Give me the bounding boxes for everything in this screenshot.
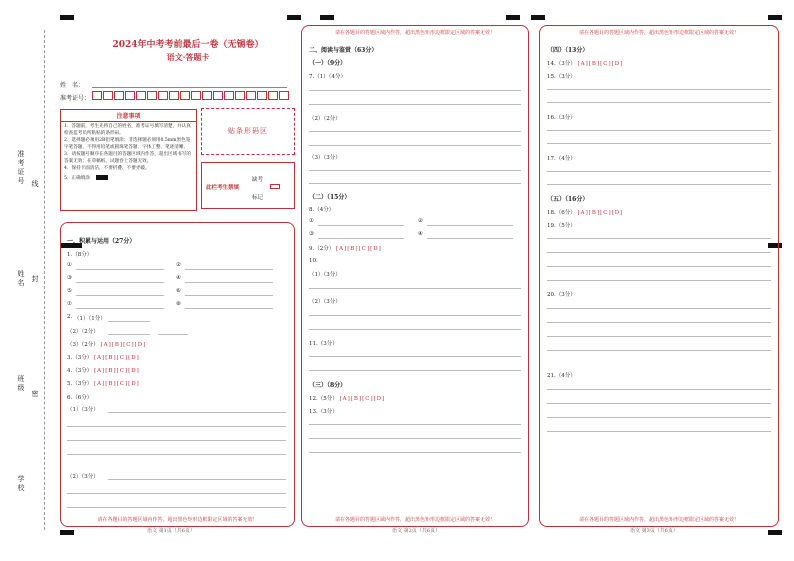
answer-line[interactable] <box>309 438 521 439</box>
absent-label: 此栏考生禁填 <box>206 185 240 191</box>
question-label: 1.（8分） <box>67 252 93 258</box>
answer-line[interactable] <box>547 389 771 390</box>
side-label-xx: 学校 <box>17 475 25 493</box>
answer-line[interactable] <box>547 322 771 323</box>
answer-line[interactable] <box>76 308 164 309</box>
answer-line[interactable] <box>547 130 771 131</box>
timing-mark <box>506 15 520 20</box>
answer-line[interactable] <box>547 171 771 172</box>
answer-line[interactable] <box>309 329 521 330</box>
question-label: 16.（3分） <box>547 115 576 121</box>
question-label: 2. <box>67 314 73 320</box>
notice-box <box>60 109 197 211</box>
id-number-boxes[interactable] <box>92 91 290 102</box>
answer-line[interactable] <box>309 170 521 171</box>
binding-line <box>44 30 45 530</box>
answer-notice: 请在各题目的答题区域内作答，超出黑色矩形边框限定区域的答案无效！ <box>334 517 495 523</box>
choice-options[interactable]: [A][B][C][D] <box>100 342 147 348</box>
part-title: （二）（15分） <box>309 194 351 201</box>
choice-options[interactable]: [A][B][C][D] <box>94 368 140 374</box>
question-label: （2）（3分） <box>309 299 341 305</box>
answer-line[interactable] <box>309 145 521 146</box>
notice-title: 注意事项 <box>61 110 196 122</box>
answer-line[interactable] <box>158 334 188 335</box>
part-title: （三）（8分） <box>309 382 347 389</box>
fill-sample-icon <box>96 175 108 180</box>
answer-line[interactable] <box>76 282 164 283</box>
answer-line[interactable] <box>547 308 771 309</box>
blank-label: ⑦ <box>67 301 72 307</box>
part-title: （五）（16分） <box>547 196 589 203</box>
answer-line[interactable] <box>547 266 771 267</box>
side-label-zkzh: 准考证号 <box>17 150 25 186</box>
answer-line[interactable] <box>309 183 521 184</box>
page-title: 2024年中考考前最后一卷（无锡卷） <box>112 40 264 50</box>
question-label: （1）（3分） <box>309 272 341 278</box>
question-label: （2）（2分） <box>67 329 99 335</box>
answer-line[interactable] <box>547 89 771 90</box>
question-label: 7.（1）（4分） <box>309 74 346 80</box>
section-title: 一、积累与运用（27分） <box>67 238 136 245</box>
notice-item: 3．请按题号顺序在各题目的答题区域内作答，超出区域书写的答案无效；在草稿纸、试题卷上答题无效。 <box>64 152 191 164</box>
timing-mark <box>531 15 545 20</box>
choice-options[interactable]: [A][B][C][D] <box>94 355 140 361</box>
part-title: （四）（13分） <box>547 47 589 54</box>
question-label: （3）（2分） [A][B][C][D] <box>67 342 147 348</box>
answer-line[interactable] <box>76 269 164 270</box>
question-label: 18.（6分） [A][B][C][D] <box>547 210 624 216</box>
answer-line[interactable] <box>108 321 150 322</box>
answer-line[interactable] <box>67 493 286 494</box>
answer-line[interactable] <box>309 315 521 316</box>
question-label: 20.（3分） <box>547 292 576 298</box>
answer-line[interactable] <box>67 426 286 427</box>
question-label: 14.（3分） [A][B][C][D] <box>547 61 624 67</box>
question-label: 15.（3分） <box>547 74 576 80</box>
notice-item: 5．正确填涂 <box>64 175 90 181</box>
question-label: 17.（4分） <box>547 156 576 162</box>
answer-line[interactable] <box>108 334 150 335</box>
page-footer: 语文 第3页（共6页） <box>630 528 678 534</box>
question-label: （3）（3分） <box>309 155 341 161</box>
answer-line[interactable] <box>185 295 273 296</box>
answer-line[interactable] <box>547 238 771 239</box>
answer-line[interactable] <box>427 225 513 226</box>
page-footer: 语文 第1页（共6页） <box>147 528 195 534</box>
answer-notice: 请在各题目的答题区域内作答，超出黑色矩形边框限定区域的答案无效！ <box>578 517 739 523</box>
choice-options[interactable]: [A][B][C][D] <box>336 246 382 252</box>
question-label: 6.（6分） <box>67 395 93 401</box>
question-label: 21.（4分） <box>547 373 576 379</box>
answer-line[interactable] <box>547 431 771 432</box>
answer-notice: 请在各题目的答题区域内作答，超出黑色矩形边框限定区域的答案无效！ <box>578 30 739 36</box>
question-label: 8.（4分） <box>309 207 335 213</box>
blank-label: ④ <box>176 275 181 281</box>
blank-label: ⑤ <box>67 288 72 294</box>
blank-label: ④ <box>418 231 423 237</box>
barcode-area <box>201 108 295 155</box>
answer-line[interactable] <box>547 417 771 418</box>
side-label-bj: 班级 <box>17 375 25 393</box>
blank-label: ③ <box>67 275 72 281</box>
page-subtitle: 语文·答题卡 <box>166 52 210 62</box>
answer-line[interactable] <box>547 350 771 351</box>
answer-line[interactable] <box>547 252 771 253</box>
answer-line[interactable] <box>309 288 521 289</box>
answer-line[interactable] <box>309 90 521 91</box>
answer-line[interactable] <box>185 308 273 309</box>
question-label: 10. <box>309 258 318 264</box>
id-label: 准考证号： <box>60 95 91 102</box>
answer-panel-3 <box>539 25 779 527</box>
answer-line[interactable] <box>547 184 771 185</box>
blank-label: ② <box>176 262 181 268</box>
blank-label: ⑥ <box>176 288 181 294</box>
answer-line[interactable] <box>108 479 286 480</box>
answer-line[interactable] <box>309 370 521 371</box>
answer-line[interactable] <box>547 280 771 281</box>
answer-line[interactable] <box>67 454 286 455</box>
choice-options[interactable]: [A][B][C][D] <box>339 396 386 402</box>
timing-mark <box>287 15 301 20</box>
barcode-label: 贴条形码区 <box>228 127 268 135</box>
answer-line[interactable] <box>309 131 521 132</box>
answer-line[interactable] <box>547 102 771 103</box>
question-label: 13.（3分） <box>309 409 338 415</box>
absent-mark-text: 标记 <box>252 195 264 201</box>
notice-item: 1．答题前，考生先将自己的姓名，准考证号填写清楚，并认真检查监考员所粘贴的条形码。 <box>64 124 191 136</box>
choice-options[interactable]: [A][B][C][D] <box>577 210 624 216</box>
question-label: 9.（2分） [A][B][C][D] <box>309 246 382 252</box>
answer-line[interactable] <box>427 238 513 239</box>
choice-options[interactable]: [A][B][C][D] <box>94 381 140 387</box>
question-label: 4.（3分） [A][B][C][D] <box>67 368 140 374</box>
question-label: （2）（3分） <box>67 474 99 480</box>
question-label: 11.（3分） <box>309 341 338 347</box>
answer-line[interactable] <box>185 269 273 270</box>
answer-line[interactable] <box>67 507 286 508</box>
answer-line[interactable] <box>309 104 521 105</box>
blank-label: ⑧ <box>176 301 181 307</box>
answer-line[interactable] <box>309 452 521 453</box>
question-label: 3.（3分） [A][B][C][D] <box>67 355 140 361</box>
answer-line[interactable] <box>76 295 164 296</box>
name-label: 姓 名： <box>60 82 85 89</box>
timing-mark <box>768 530 782 535</box>
part-title: （一）（9分） <box>309 60 347 67</box>
notice-item: 4．保持卡面清洁，不要折叠、不要弄破。 <box>64 166 150 171</box>
timing-mark <box>60 15 74 20</box>
answer-line[interactable] <box>309 424 521 425</box>
blank-label: ① <box>309 218 314 224</box>
name-field[interactable] <box>92 87 287 88</box>
side-label-xian: 线 <box>31 180 39 189</box>
answer-line[interactable] <box>318 238 404 239</box>
absent-checkbox[interactable] <box>270 184 280 189</box>
question-label: 19.（5分） <box>547 223 576 229</box>
answer-line[interactable] <box>309 356 521 357</box>
notice-item: 2．选择题必须用2B铅笔填涂；非选择题必须用0.5mm黑色签字笔答题，不得用铅笔或圆珠笔答题；字体工整、笔迹清晰。 <box>64 138 191 150</box>
answer-line[interactable] <box>547 143 771 144</box>
question-label: 5.（3分） [A][B][C][D] <box>67 381 140 387</box>
timing-mark <box>320 15 334 20</box>
answer-notice: 请在各题目的答题区域内作答，超出黑色矩形边框限定区域的答案无效！ <box>97 517 258 523</box>
question-label: （2）（2分） <box>309 116 341 122</box>
answer-notice: 请在各题目的答题区域内作答，超出黑色矩形边框限定区域的答案无效！ <box>334 30 495 36</box>
question-label: 12.（5分） [A][B][C][D] <box>309 396 386 402</box>
page-footer: 语文 第2页（共6页） <box>392 528 440 534</box>
absent-mark-label: 缺考 <box>252 177 264 183</box>
choice-options[interactable]: [A][B][C][D] <box>577 61 624 67</box>
answer-line[interactable] <box>547 336 771 337</box>
side-label-feng: 封 <box>31 275 39 284</box>
blank-label: ② <box>418 218 423 224</box>
blank-label: ③ <box>309 231 314 237</box>
timing-mark <box>768 15 782 20</box>
absent-box <box>201 162 295 209</box>
section-title: 二、阅读与鉴赏（63分） <box>309 47 378 54</box>
answer-line[interactable] <box>67 440 286 441</box>
answer-line[interactable] <box>547 403 771 404</box>
question-label: （1）（1分） <box>74 316 106 322</box>
answer-line[interactable] <box>108 412 286 413</box>
timing-mark <box>60 530 74 535</box>
side-label-xm: 姓名 <box>17 270 25 288</box>
question-label: （1）（3分） <box>67 407 99 413</box>
answer-line[interactable] <box>318 225 404 226</box>
answer-line[interactable] <box>185 282 273 283</box>
side-label-mi: 密 <box>31 390 39 399</box>
blank-label: ① <box>67 262 72 268</box>
